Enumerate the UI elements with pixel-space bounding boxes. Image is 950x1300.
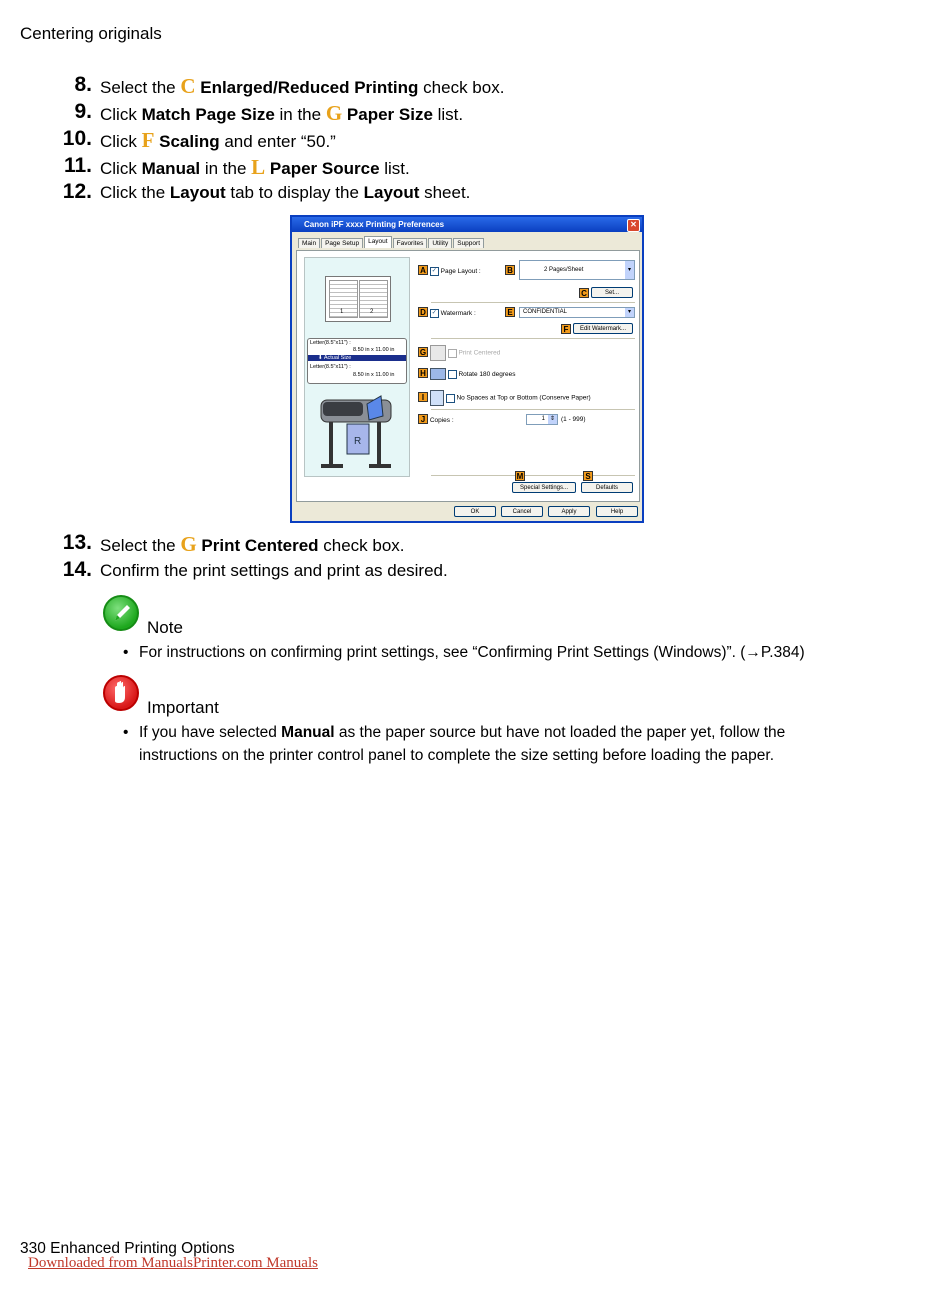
svg-text:R: R [354, 436, 362, 447]
pencil-icon [103, 595, 139, 631]
callout-key: F [141, 128, 155, 152]
step-text: in the [200, 159, 252, 178]
step-number: 11. [63, 154, 92, 177]
defaults-button[interactable]: Defaults [581, 482, 633, 493]
printer-illustration [317, 390, 397, 474]
callout-s: S [583, 471, 593, 481]
tab-layout[interactable]: Layout [364, 236, 392, 248]
size-top-label: Letter(8.5"x11") : [310, 340, 351, 346]
callout-i: I [418, 392, 428, 402]
print-centered-icon [430, 345, 446, 361]
step-number: 8. [74, 73, 92, 96]
tab-main[interactable]: Main [298, 238, 320, 248]
step-text: in the [274, 105, 326, 124]
step-bold: Enlarged/Reduced Printing [200, 78, 419, 97]
callout-key: C [180, 74, 196, 98]
spinner-icon[interactable]: ⇕ [549, 416, 556, 422]
chevron-down-icon: ▾ [625, 308, 634, 317]
step-bold: Paper Source [269, 159, 380, 178]
watermark-row [418, 307, 476, 318]
important-text: as the paper source but have not loaded the paper yet, follow the instructions on the printer control panel to complete the size setting before loading the paper. [139, 724, 786, 764]
callout-j: J [418, 414, 428, 424]
no-spaces-row [418, 390, 591, 406]
download-link[interactable]: Downloaded from ManualsPrinter.com Manuals [28, 1255, 318, 1271]
cancel-button[interactable]: Cancel [501, 506, 543, 517]
page-footer: 330 Enhanced Printing Options [20, 1240, 235, 1257]
callout-h: H [418, 368, 428, 378]
tab-page-setup[interactable]: Page Setup [321, 238, 363, 248]
special-settings-button[interactable]: Special Settings... [512, 482, 576, 493]
rotate-icon [430, 368, 446, 380]
page-layout-label: Page Layout : [440, 268, 481, 275]
layout-sheet [296, 250, 640, 502]
important-title: Important [147, 698, 219, 717]
callout-key: L [251, 155, 266, 179]
callout-f: F [561, 324, 571, 334]
step-14 [40, 559, 900, 583]
copies-value: 1 [541, 416, 545, 422]
size-bottom-value: 8.50 in x 11.00 in [353, 372, 395, 378]
step-9 [40, 101, 900, 125]
important-bullet [123, 721, 843, 767]
dialog-tabs [298, 238, 485, 250]
printing-preferences-dialog [290, 215, 644, 523]
edit-watermark-button[interactable]: Edit Watermark... [573, 323, 633, 334]
step-number: 12. [62, 180, 92, 203]
step-text: list. [379, 159, 410, 178]
dialog-titlebar [292, 217, 642, 232]
close-icon[interactable]: ✕ [627, 219, 640, 232]
ok-button[interactable]: OK [454, 506, 496, 517]
page-layout-select[interactable] [519, 260, 635, 280]
down-arrow-icon: ⬇ [318, 355, 324, 361]
callout-c: C [579, 288, 589, 298]
print-centered-label: Print Centered [458, 349, 501, 357]
step-11 [40, 155, 900, 179]
note-title: Note [147, 618, 183, 637]
rotate-row [418, 368, 516, 380]
step-bold: Print Centered [201, 536, 319, 555]
callout-key: G [180, 532, 197, 556]
important-text: If you have selected [139, 724, 282, 741]
step-8 [40, 74, 900, 98]
page-layout-row [418, 265, 481, 276]
size-bottom-label: Letter(8.5"x11") : [310, 364, 351, 370]
rotate-checkbox[interactable] [448, 370, 457, 379]
callout-d: D [418, 307, 428, 317]
watermark-value: CONFIDENTIAL [523, 309, 568, 315]
callout-key: G [325, 101, 343, 125]
callout-b-wrap [505, 265, 515, 275]
size-top-value: 8.50 in x 11.00 in [353, 347, 395, 353]
conserve-paper-icon [430, 390, 444, 406]
no-spaces-label: No Spaces at Top or Bottom (Conserve Paper) [456, 394, 591, 402]
callout-b: B [505, 265, 515, 275]
page-number: 1 [340, 309, 344, 315]
step-bold: Layout [169, 183, 226, 202]
step-number: 10. [62, 127, 92, 150]
step-text: check box. [318, 536, 405, 555]
actual-size-label: Actual Size [323, 355, 352, 361]
chevron-down-icon: ▾ [625, 261, 634, 279]
callout-a: A [418, 265, 428, 275]
step-number: 13. [62, 531, 92, 554]
page-layout-preview [325, 276, 391, 322]
dialog-title: Canon iPF xxxx Printing Preferences [304, 220, 445, 229]
no-spaces-checkbox[interactable] [446, 394, 455, 403]
step-text: Click [100, 105, 142, 124]
step-10 [40, 128, 900, 152]
step-text: Click [100, 159, 142, 178]
watermark-checkbox[interactable]: ✓ [431, 309, 437, 316]
step-text: Select the [100, 536, 181, 555]
step-text: Click [100, 132, 142, 151]
step-text: sheet. [419, 183, 471, 202]
step-text: Confirm the print settings and print as desired. [100, 561, 448, 580]
print-centered-row [418, 345, 500, 361]
step-text: and enter “50.” [219, 132, 336, 151]
stop-hand-icon [103, 675, 139, 711]
watermark-select[interactable] [519, 307, 635, 318]
paper-size-box [307, 338, 407, 384]
callout-m: M [516, 472, 524, 481]
page-layout-value: 2 Pages/Sheet [544, 267, 584, 273]
copies-input[interactable] [526, 414, 558, 425]
rotate-label: Rotate 180 degrees [458, 371, 516, 378]
tab-favorites[interactable]: Favorites [393, 238, 428, 248]
step-text: list. [432, 105, 464, 124]
copies-label: Copies : [429, 417, 454, 424]
help-button[interactable]: Help [596, 506, 638, 517]
important-bold: Manual [281, 724, 335, 741]
step-text: check box. [418, 78, 505, 97]
step-13 [40, 532, 900, 556]
step-bold: Paper Size [346, 105, 433, 124]
note-text: For instructions on confirming print settings, see “Confirming Print Settings (Windows)”. (→P.384) [139, 644, 805, 661]
step-bold: Match Page Size [141, 105, 275, 124]
watermark-label: Watermark : [440, 310, 476, 317]
copies-row [418, 414, 454, 424]
callout-e: E [505, 307, 515, 317]
preview-pane [304, 257, 410, 477]
step-bold: Manual [141, 159, 201, 178]
page-header: Centering originals [20, 24, 162, 43]
step-bold: Layout [363, 183, 420, 202]
step-bold: Scaling [159, 132, 220, 151]
apply-button[interactable]: Apply [548, 506, 590, 517]
step-number: 9. [74, 100, 92, 123]
step-text: Select the [100, 78, 181, 97]
step-text: Click the [100, 183, 170, 202]
tab-support[interactable]: Support [453, 238, 484, 248]
step-text: tab to display the [225, 183, 364, 202]
set-button[interactable]: Set... [591, 287, 633, 298]
callout-g: G [419, 347, 427, 357]
step-number: 14. [62, 558, 92, 581]
bullet-dot: • [123, 724, 129, 741]
bullet-dot: • [123, 644, 129, 661]
step-12 [40, 181, 900, 205]
page-thumb-2 [359, 280, 388, 318]
page-layout-checkbox[interactable]: ✓ [431, 267, 437, 274]
tab-utility[interactable]: Utility [428, 238, 452, 248]
print-centered-checkbox[interactable] [448, 349, 457, 358]
copies-range: (1 - 999) [561, 416, 586, 423]
page-number: 2 [370, 309, 374, 315]
actual-size-row [308, 355, 406, 361]
page-thumb-1 [329, 280, 358, 318]
